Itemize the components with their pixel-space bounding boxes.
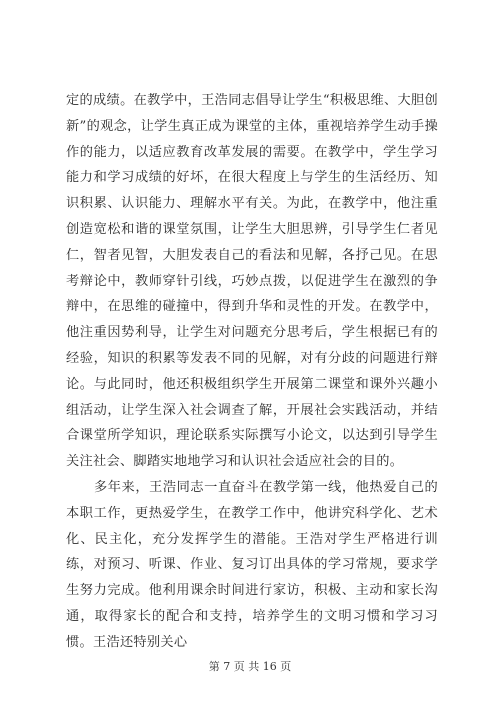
document-body bbox=[66, 88, 438, 656]
paragraph-1: 定的成绩。在教学中，王浩同志倡导让学生“积极思维、大胆创新”的观念，让学生真正成为课堂的主体，重视培养学生动手操作的能力，以适应教育改革发展的需要。在教学中，学生学习能力和学习成绩的好坏，在很大程度上与学生的生活经历、知识积累、认识能力、理解水平有关。为此，在教学中，他注重创造宽松和谐的课堂氛围，让学生大胆思辨，引导学生仁者见仁，智者见智，大胆发表自己的看法和见解，各抒己见。在思考辩论中，教师穿针引线，巧妙点拨，以促进学生在激烈的争辩中，在思维的碰撞中，得到升华和灵性的开发。在教学中，他注重因势利导，让学生对问题充分思考后，学生根据已有的经验，知识的积累等发表不同的见解，对有分歧的问题进行辩论。与此同时，他还积极组织学生开展第二课堂和课外兴趣小组活动，让学生深入社会调查了解，开展社会实践活动，并结合课堂所学知识，理论联系实际撰写小论文，以达到引导学生关注社会、脚踏实地地学习和认识社会适应社会的目的。 bbox=[66, 93, 438, 470]
paragraph-2: 多年来，王浩同志一直奋斗在教学第一线，他热爱自己的本职工作，更热爱学生，在教学工作中，他讲究科学化、艺术化、民主化，充分发挥学生的潜能。王浩对学生严格进行训练，对预习、听课、作业、复习订出具体的学习常规，要求学生努力完成。他利用课余时间进行家访，积极、主动和家长沟通，取得家长的配合和支持，培养学生的文明习惯和学习习惯。王浩还特别关心 bbox=[66, 479, 438, 650]
page-footer: 第 7 页 共 16 页 bbox=[208, 660, 292, 673]
